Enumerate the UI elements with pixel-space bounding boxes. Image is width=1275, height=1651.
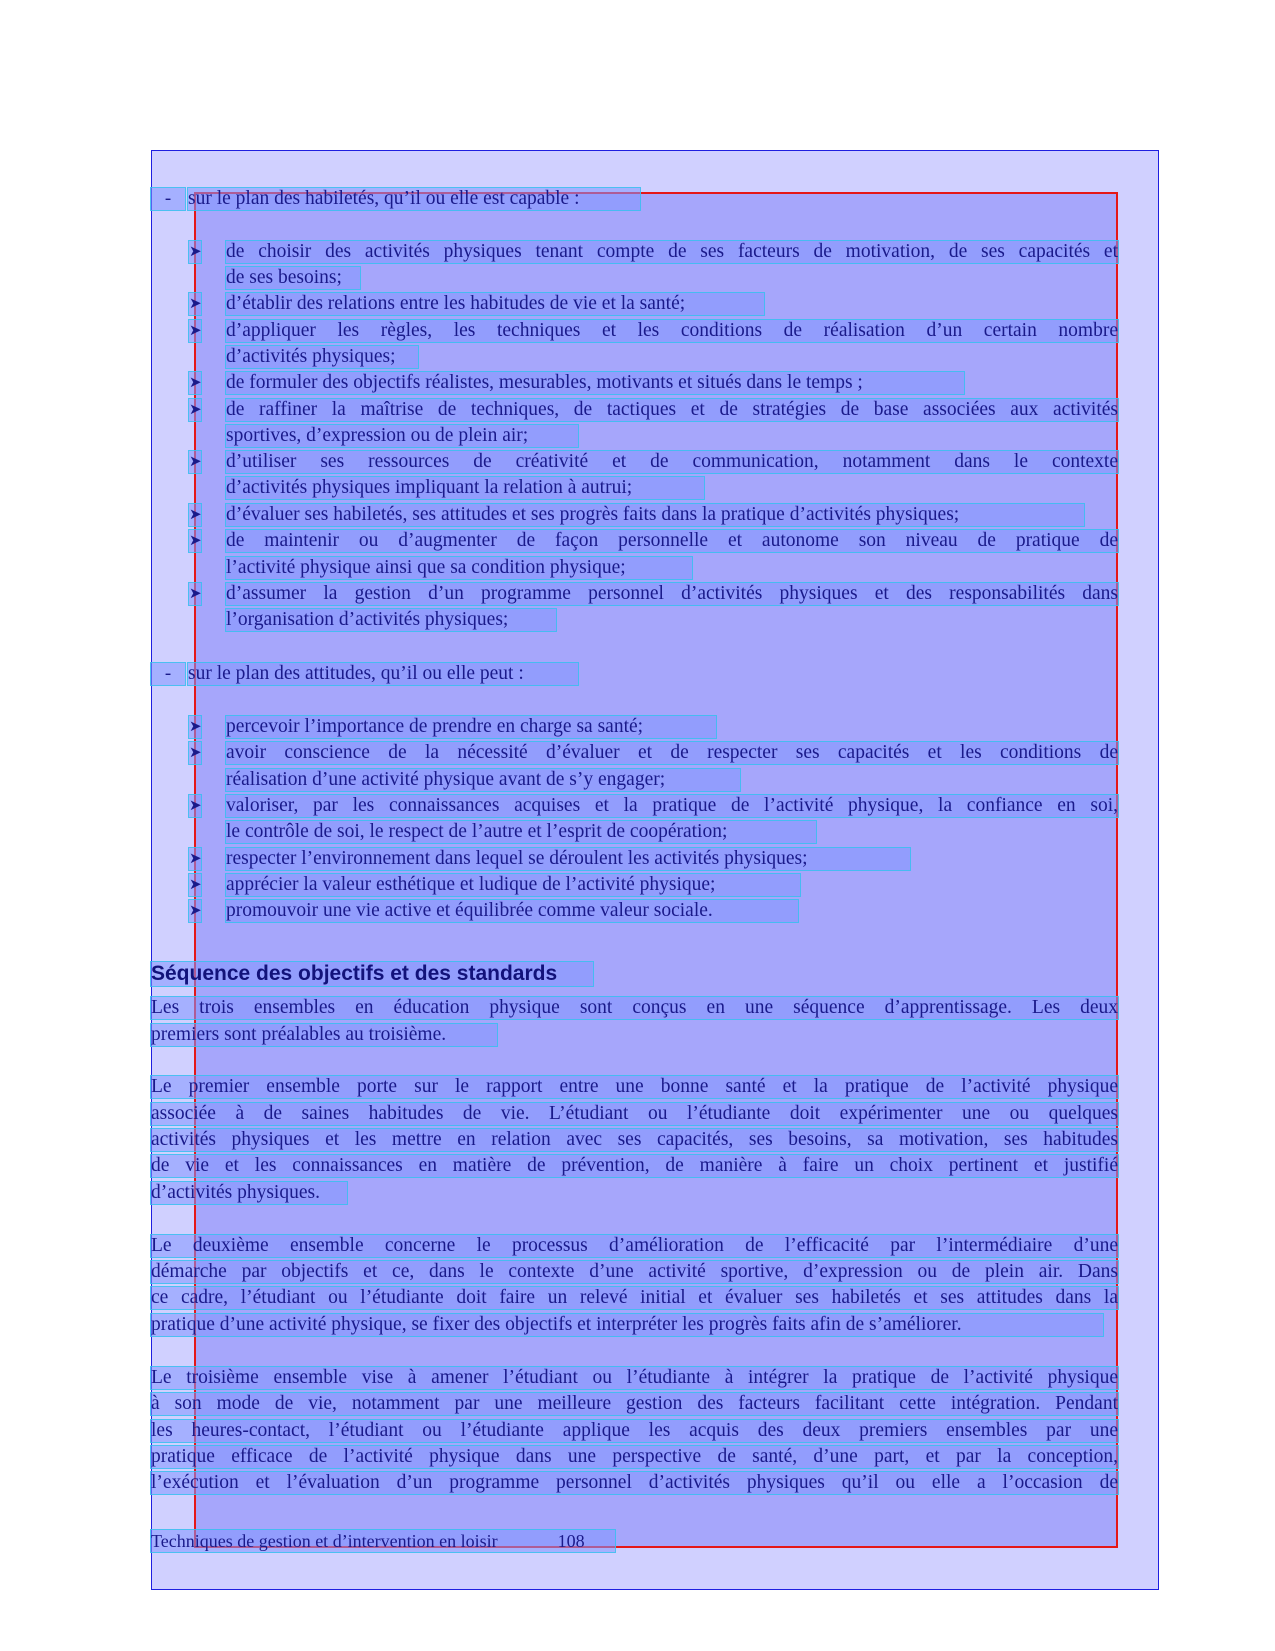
- paragraph-line: premiers sont préalables au troisième.: [151, 1024, 497, 1046]
- bullet-arrow-icon: ➤: [189, 293, 201, 315]
- list-item: l’activité physique ainsi que sa condition physique;: [226, 557, 692, 579]
- list-item: respecter l’environnement dans lequel se déroulent les activités physiques;: [226, 848, 910, 870]
- section-heading: Séquence des objectifs et des standards: [151, 962, 593, 986]
- paragraph-line: de vie et les connaissances en matière de prévention, de manière à faire un choix pertinent et justifié: [151, 1155, 1118, 1176]
- page-footer: [151, 1530, 615, 1552]
- bullet-arrow-icon: ➤: [189, 583, 201, 605]
- list-dash: -: [151, 188, 185, 210]
- bullet-arrow-icon: ➤: [189, 716, 201, 738]
- paragraph-line: Le premier ensemble porte sur le rapport entre une bonne santé et la pratique de l’activité physique: [151, 1076, 1118, 1097]
- list-intro-attitudes: sur le plan des attitudes, qu’il ou elle peut :: [188, 663, 578, 685]
- bullet-arrow-icon: ➤: [189, 848, 201, 870]
- list-item: d’assumer la gestion d’un programme personnel d’activités physiques et des responsabilités dans: [226, 583, 1118, 604]
- page-number: 108: [557, 1531, 585, 1551]
- list-intro-habiletes: sur le plan des habiletés, qu’il ou elle est capable :: [188, 188, 640, 210]
- bullet-arrow-icon: ➤: [189, 320, 201, 342]
- list-item: d’évaluer ses habiletés, ses attitudes et ses progrès faits dans la pratique d’activités physiques;: [226, 504, 1084, 526]
- paragraph-line: pratique d’une activité physique, se fixer des objectifs et interpréter les progrès faits afin de s’améliorer.: [151, 1314, 1103, 1336]
- footer-title: Techniques de gestion et d’intervention en loisir: [151, 1531, 498, 1551]
- list-item: de maintenir ou d’augmenter de façon personnelle et autonome son niveau de pratique de: [226, 530, 1118, 551]
- paragraph-line: ce cadre, l’étudiant ou l’étudiante doit faire un relevé initial et évaluer ses habiletés et ses attitudes dans la: [151, 1287, 1118, 1308]
- bullet-arrow-icon: ➤: [189, 399, 201, 421]
- bullet-arrow-icon: ➤: [189, 742, 201, 764]
- paragraph-line: à son mode de vie, notamment par une meilleure gestion des facteurs facilitant cette intégration. Pendant: [151, 1393, 1118, 1414]
- list-item: percevoir l’importance de prendre en charge sa santé;: [226, 716, 716, 738]
- list-item: avoir conscience de la nécessité d’évaluer et de respecter ses capacités et les conditions de: [226, 742, 1118, 763]
- list-item: de ses besoins;: [226, 267, 360, 289]
- paragraph-line: activités physiques et les mettre en relation avec ses capacités, ses besoins, sa motivation, ses habitudes: [151, 1129, 1118, 1150]
- list-item: le contrôle de soi, le respect de l’autre et l’esprit de coopération;: [226, 821, 816, 843]
- paragraph-line: pratique efficace de l’activité physique dans une perspective de santé, d’une part, et par la conception,: [151, 1446, 1118, 1467]
- paragraph-line: les heures-contact, l’étudiant ou l’étudiante applique les acquis des deux premiers ensembles par une: [151, 1420, 1118, 1441]
- list-item: apprécier la valeur esthétique et ludique de l’activité physique;: [226, 874, 800, 896]
- paragraph-line: associée à de saines habitudes de vie. L’étudiant ou l’étudiante doit expérimenter une ou quelques: [151, 1103, 1118, 1124]
- paragraph-line: démarche par objectifs et ce, dans le contexte d’une activité sportive, d’expression ou de plein air. Dans: [151, 1261, 1118, 1282]
- bullet-arrow-icon: ➤: [189, 451, 201, 473]
- paragraph-line: Le troisième ensemble vise à amener l’étudiant ou l’étudiante à intégrer la pratique de l’activité physique: [151, 1367, 1118, 1388]
- paragraph-line: Les trois ensembles en éducation physique sont conçus en une séquence d’apprentissage. Les deux: [151, 997, 1118, 1018]
- list-item: d’activités physiques;: [226, 346, 418, 368]
- list-item: réalisation d’une activité physique avant de s’y engager;: [226, 769, 740, 791]
- list-item: de raffiner la maîtrise de techniques, de tactiques et de stratégies de base associées aux activités: [226, 399, 1118, 420]
- list-item: de choisir des activités physiques tenant compte de ses facteurs de motivation, de ses capacités et: [226, 241, 1118, 262]
- list-item: l’organisation d’activités physiques;: [226, 609, 556, 631]
- paragraph-line: d’activités physiques.: [151, 1182, 347, 1204]
- list-item: d’activités physiques impliquant la relation à autrui;: [226, 477, 704, 499]
- text-area: [194, 192, 1118, 1548]
- paragraph-line: l’exécution et l’évaluation d’un programme personnel d’activités physiques qu’il ou elle a l’occasion de: [151, 1472, 1118, 1493]
- list-item: valoriser, par les connaissances acquises et la pratique de l’activité physique, la confiance en soi,: [226, 795, 1118, 816]
- bullet-arrow-icon: ➤: [189, 241, 201, 263]
- list-item: d’établir des relations entre les habitudes de vie et la santé;: [226, 293, 764, 315]
- bullet-arrow-icon: ➤: [189, 900, 201, 922]
- paragraph-line: Le deuxième ensemble concerne le processus d’amélioration de l’efficacité par l’intermédiaire d’une: [151, 1235, 1118, 1256]
- bullet-arrow-icon: ➤: [189, 530, 201, 552]
- list-dash: -: [151, 663, 185, 685]
- bullet-arrow-icon: ➤: [189, 372, 201, 394]
- list-item: sportives, d’expression ou de plein air;: [226, 425, 578, 447]
- list-item: de formuler des objectifs réalistes, mesurables, motivants et situés dans le temps ;: [226, 372, 964, 394]
- bullet-arrow-icon: ➤: [189, 874, 201, 896]
- list-item: d’appliquer les règles, les techniques et les conditions de réalisation d’un certain nombre: [226, 320, 1118, 341]
- bullet-arrow-icon: ➤: [189, 504, 201, 526]
- list-item: promouvoir une vie active et équilibrée comme valeur sociale.: [226, 900, 798, 922]
- bullet-arrow-icon: ➤: [189, 795, 201, 817]
- list-item: d’utiliser ses ressources de créativité et de communication, notamment dans le contexte: [226, 451, 1118, 472]
